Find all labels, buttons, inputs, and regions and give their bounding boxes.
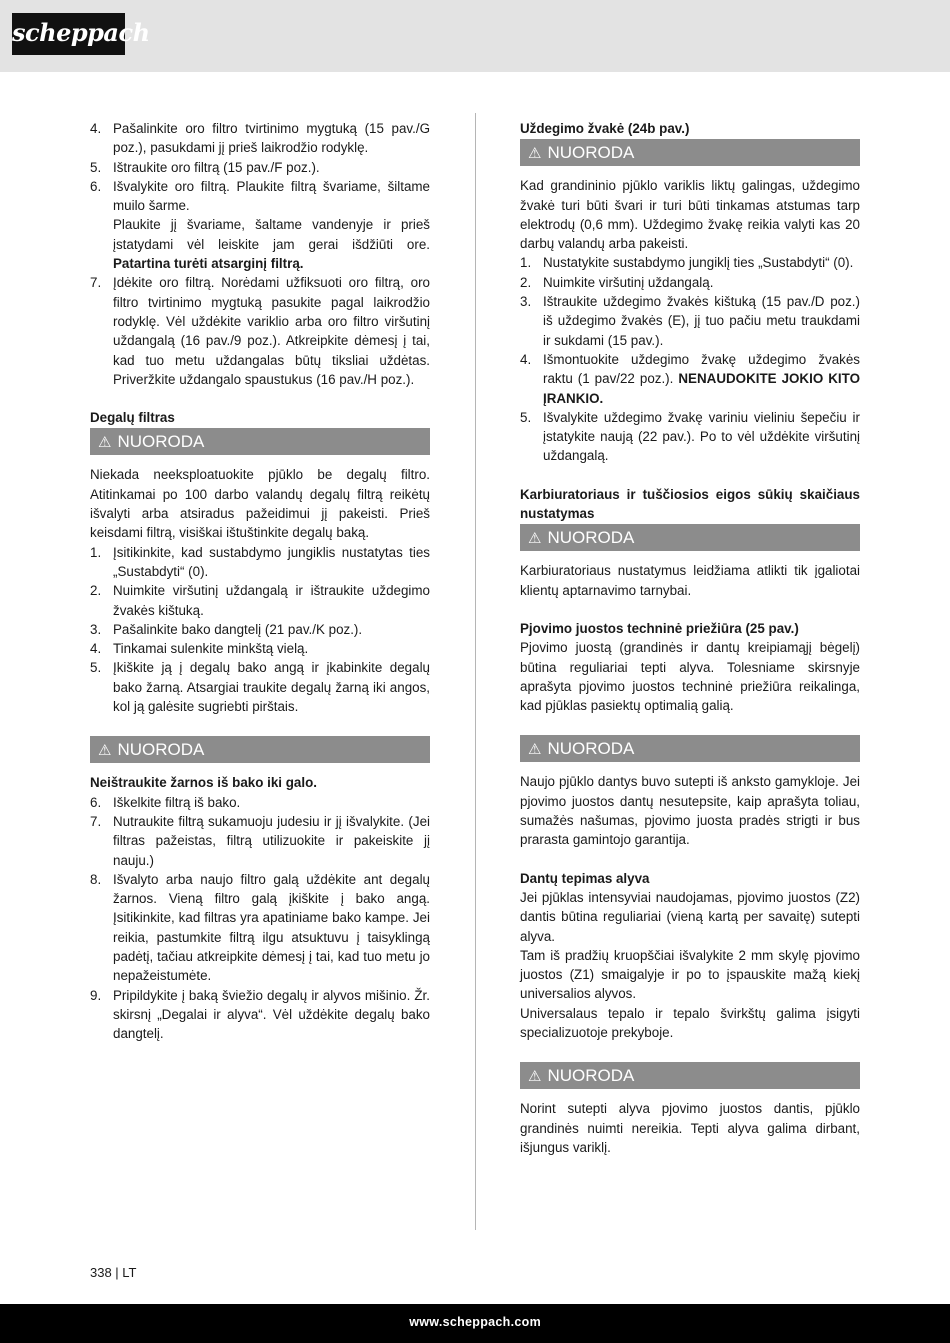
note-banner: ⚠ NUORODA bbox=[520, 735, 860, 762]
list-item: 5. Įkiškite ją į degalų bako angą ir įkabinkite degalų bako žarną. Atsargiai traukite degalų žarną iki angos, kol ją galėsite sugriebti pirštais. bbox=[90, 660, 430, 715]
lubrication-heading: Dantų tepimas alyva bbox=[520, 870, 650, 886]
warning-icon: ⚠ bbox=[528, 741, 542, 759]
column-divider bbox=[475, 113, 476, 1230]
fuel-filter-steps-continued bbox=[90, 793, 430, 1044]
list-item: 2. Nuimkite viršutinį uždangalą. bbox=[520, 274, 714, 290]
note-banner: ⚠ NUORODA bbox=[520, 1062, 860, 1089]
note-banner: ⚠ NUORODA bbox=[520, 524, 860, 551]
warning-icon: ⚠ bbox=[528, 1068, 542, 1086]
list-item: 7. Nutraukite filtrą sukamuoju judesiu ir jį išvalykite. (Jei filtras pažeistas, filtrą utilizuokite ir pakeiskite jį nauju.) bbox=[90, 813, 430, 868]
carburetor-text: Karbiuratoriaus nustatymus leidžiama atlikti tik įgaliotai klientų aptarnavimo tarnybai. bbox=[520, 563, 860, 598]
page-number: 338 | LT bbox=[90, 1265, 137, 1280]
air-filter-steps bbox=[90, 119, 430, 389]
list-item: 4. Išmontuokite uždegimo žvakę uždegimo žvakės raktu (1 pav/22 poz.). NENAUDOKITE JOKIO KITO ĮRANKIO. bbox=[520, 351, 860, 406]
list-item: 4. Tinkamai sulenkite minkštą vielą. bbox=[90, 641, 309, 657]
carburetor-heading: Karbiuratoriaus ir tuščiosios eigos sūkių skaičiaus nustatymas bbox=[520, 486, 860, 522]
website-link[interactable]: www.scheppach.com bbox=[409, 1315, 541, 1329]
warning-icon: ⚠ bbox=[98, 742, 112, 760]
list-item: 6. Iškelkite filtrą iš bako. bbox=[90, 794, 241, 810]
list-item: 5. Išvalykite uždegimo žvakę variniu vieliniu šepečiu ir įstatykite naują (22 pav.). Po to vėl uždėkite viršutinį uždangalą. bbox=[520, 409, 860, 464]
list-item: 1. Nustatykite sustabdymo jungiklį ties „Sustabdyti“ (0). bbox=[520, 255, 854, 271]
chain-maintenance-heading: Pjovimo juostos techninė priežiūra (25 pav.) bbox=[520, 620, 799, 636]
list-item: 2. Nuimkite viršutinį uždangalą ir ištraukite uždegimo žvakės kištuką. bbox=[90, 583, 430, 618]
spark-plug-steps bbox=[520, 253, 860, 465]
lubrication-text-2: Tam iš pradžių kruopščiai išvalykite 2 mm skylę pjovimo juostos (Z1) smaigalyje ir po to įspauskite mažą kiekį universalios alyvos. bbox=[520, 947, 860, 1002]
list-item: 6. Išvalykite oro filtrą. Plaukite filtrą švariame, šiltame muilo šarme. Plaukite jį švariame, šaltame vandenyje ir prieš įstatydami vėl leiskite jam gerai išdžiūti ore. Patartina turėti atsarginį filtrą. bbox=[90, 178, 430, 272]
lubrication-text-1: Jei pjūklas intensyviai naudojamas, pjovimo juostos (Z2) dantis būtina reguliariai (vieną kartą per savaitę) sutepti alyva. bbox=[520, 889, 860, 944]
list-item: 4. Pašalinkite oro filtro tvirtinimo mygtuką (15 pav./G poz.), pasukdami jį prieš laikrodžio rodyklę. bbox=[90, 121, 430, 156]
spark-plug-text: Kad grandininio pjūklo variklis liktų galingas, uždegimo žvakė turi būti švari ir turi būti tinkamas atstumas tarp elektrodų (0,6 mm). Uždegimo žvakę reikia valyti kas 20 darbų valandų arba pakeisti. bbox=[520, 178, 860, 252]
fuel-filter-text: Niekada neeksploatuokite pjūklo be degalų filtro. Atitinkamai po 100 darbo valandų degalų filtrą reikėtų išvalyti arba atsiradus pažeidimui jį pakeisti. Prieš keisdami filtrą, visiškai ištuštinkite degalų baką. bbox=[90, 467, 430, 541]
chain-maintenance-text: Pjovimo juostą (grandinės ir dantų kreipiamąjį bėgelį) būtina reguliariai tepti alyva. Tolesniame skirsnyje aprašyta pjovimo juostos techninė priežiūra reikalinga, kad pjūklas pasiektų optimalią galią. bbox=[520, 640, 860, 714]
list-item: 1. Įsitikinkite, kad sustabdymo jungiklis nustatytas ties „Sustabdyti“ (0). bbox=[90, 544, 430, 579]
warning-icon: ⚠ bbox=[528, 530, 542, 548]
page-footer bbox=[0, 1304, 950, 1343]
hose-warning: Neištraukite žarnos iš bako iki galo. bbox=[90, 775, 317, 791]
fuel-filter-steps bbox=[90, 543, 430, 717]
note-banner: ⚠ NUORODA bbox=[90, 736, 430, 763]
note-banner: ⚠ NUORODA bbox=[520, 139, 860, 166]
lubrication-text-3: Universalaus tepalo ir tepalo švirkštų galima įsigyti specializuotoje prekyboje. bbox=[520, 1005, 860, 1040]
list-item: 8. Išvalyto arba naujo filtro galą uždėkite ant degalų žarnos. Vieną filtro galą įkiškite į bako angą. Įsitikinkite, kad filtras yra apatiniame bako kampe. Jei reikia, pastumkite filtrą ilgu atsuktuvu į taisyklingą padėtį, tačiau atkreipkite dėmesį į tai, kad tuo metu jo nepažeistumėte. bbox=[90, 871, 430, 984]
page-header bbox=[0, 0, 950, 72]
list-item: 9. Pripildykite į baką šviežio degalų ir alyvos mišinio. Žr. skirsnį „Degalai ir alyva“. Vėl uždėkite degalų bako dangtelį. bbox=[90, 987, 430, 1042]
warning-icon: ⚠ bbox=[98, 434, 112, 452]
right-column bbox=[520, 119, 860, 1157]
list-item: 3. Pašalinkite bako dangtelį (21 pav./K poz.). bbox=[90, 621, 363, 637]
warning-icon: ⚠ bbox=[528, 145, 542, 163]
list-item: 7. Įdėkite oro filtrą. Norėdami užfiksuoti oro filtrą, oro filtro tvirtinimo mygtuką pasukite pagal laikrodžio rodyklę. Vėl uždėkite variklio arba oro filtro viršutinį uždangalą (16 pav./9 poz.). Atkreipkite dėmesį į tai, kad tuo metu uždangalas būtų tiksliai uždėtas. Priveržkite uždangalo spaustukus (16 pav./H poz.). bbox=[90, 275, 430, 387]
new-saw-text: Naujo pjūklo dantys buvo sutepti iš anksto gamykloje. Jei pjovimo juostos dantų nesutepsite, kaip aprašyta toliau, sumažės našumas, pjovimo juosta pradės strigti ir bus prarasta gamintojo garantija. bbox=[520, 774, 860, 848]
spark-plug-heading: Uždegimo žvakė (24b pav.) bbox=[520, 121, 690, 136]
list-item: 3. Ištraukite uždegimo žvakės kištuką (15 pav./D poz.) iš uždegimo žvakės (E), jį tuo pačiu metu traukdami ir sukdami (15 pav.). bbox=[520, 294, 860, 348]
note-banner: ⚠ NUORODA bbox=[90, 428, 430, 455]
fuel-filter-heading: Degalų filtras bbox=[90, 410, 175, 426]
final-note-text: Norint sutepti alyva pjovimo juostos dantis, pjūklo grandinės nuimti nereikia. Tepti alyva galima dirbant, išjungus variklį. bbox=[520, 1101, 860, 1155]
list-item: 5. Ištraukite oro filtrą (15 pav./F poz.). bbox=[90, 159, 320, 175]
left-column bbox=[90, 119, 430, 1043]
brand-logo: scheppach bbox=[12, 13, 125, 55]
